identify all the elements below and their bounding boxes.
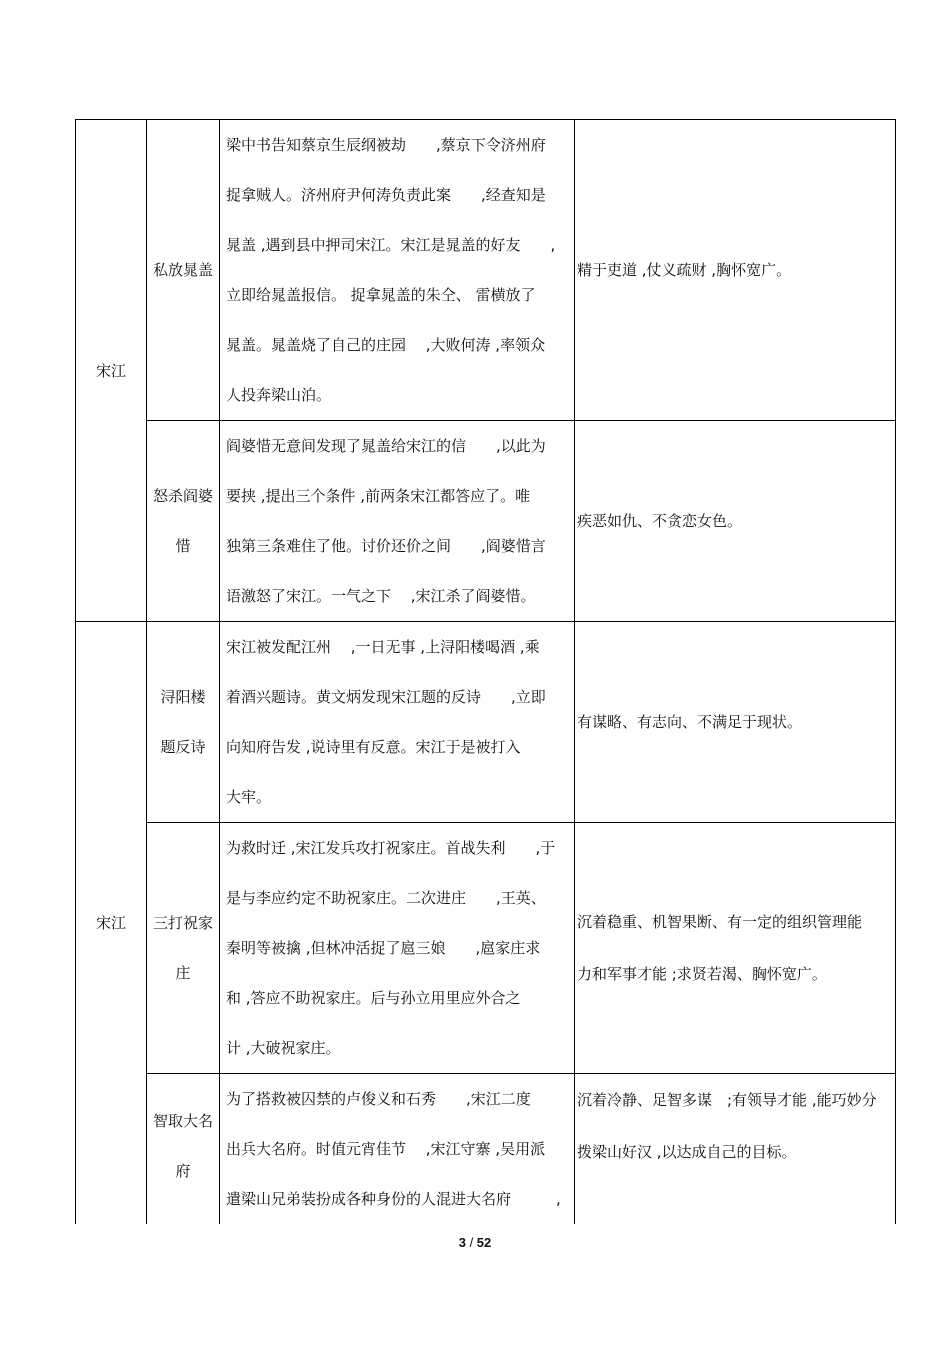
event-name: 三打祝家 [152,914,213,932]
trait-text: 有谋略、有志向、不满足于现状。 [577,713,803,731]
plot-cell [220,421,575,622]
plot-line: 语激怒了宋江。一气之下 ,宋江杀了阎婆惜。 [226,587,536,605]
event-cell [147,823,220,1074]
table-row [76,120,896,421]
plot-line: 大牢。 [226,788,272,806]
plot-line: 宋江被发配江州 ,一日无事 ,上浔阳楼喝酒 ,乘 [226,638,540,656]
trait-text: 疾恶如仇、不贪恋女色。 [577,512,743,530]
character-events-table [75,119,896,1224]
table-row [76,1074,896,1225]
plot-cell [220,120,575,421]
trait-cell [575,1074,896,1225]
page-number [0,1235,950,1250]
table-row [76,622,896,823]
trait-text: 精于吏道 ,仗义疏财 ,胸怀宽广。 [577,261,792,279]
hero-name: 宋江 [95,361,126,380]
plot-line: 立即给晁盖报信。 捉拿晁盖的朱仝、 雷横放了 [226,286,536,304]
plot-line: 捉拿贼人。济州府尹何涛负责此案 ,经查知是 [226,186,546,204]
current-page: 3 [458,1235,466,1250]
event-name: 庄 [175,964,191,982]
total-pages: 52 [476,1235,492,1250]
plot-line: 为了搭救被囚禁的卢俊义和石秀 ,宋江二度 [226,1090,531,1108]
event-cell [147,622,220,823]
table-row [76,421,896,622]
event-cell [147,120,220,421]
event-name: 浔阳楼 [160,688,206,706]
plot-line: 计 ,大破祝家庄。 [226,1039,341,1057]
trait-text: 拨梁山好汉 ,以达成自己的目标。 [577,1143,797,1161]
event-name: 题反诗 [160,738,206,756]
plot-line: 人投奔梁山泊。 [226,386,332,404]
hero-name: 宋江 [95,914,126,932]
event-name: 府 [175,1162,191,1180]
event-cell [147,421,220,622]
trait-cell [575,622,896,823]
plot-line: 梁中书告知蔡京生辰纲被劫 ,蔡京下令济州府 [226,136,546,154]
page-separator: / [465,1235,477,1250]
hero-cell [76,622,147,1225]
plot-line: 和 ,答应不助祝家庄。后与孙立用里应外合之 [226,989,521,1007]
event-name: 私放晁盖 [152,261,213,279]
plot-line: 要挟 ,提出三个条件 ,前两条宋江都答应了。唯 [226,487,531,505]
plot-line: 独第三条难住了他。讨价还价之间 ,阎婆惜言 [226,537,546,555]
trait-cell [575,823,896,1074]
plot-line: 着酒兴题诗。黄文炳发现宋江题的反诗 ,立即 [226,688,546,706]
trait-cell [575,120,896,421]
plot-line: 晁盖 ,遇到县中押司宋江。宋江是晁盖的好友 , [226,236,556,254]
plot-line: 为救时迁 ,宋江发兵攻打祝家庄。首战失利 ,于 [226,839,556,857]
trait-cell [575,421,896,622]
plot-line: 遣梁山兄弟装扮成各种身份的人混进大名府 , [226,1190,561,1208]
event-name: 惜 [175,537,191,555]
plot-line: 晁盖。晁盖烧了自己的庄园 ,大败何涛 ,率领众 [226,336,546,354]
event-name: 怒杀阎婆 [152,487,213,505]
plot-line: 秦明等被擒 ,但林冲活捉了扈三娘 ,扈家庄求 [226,939,541,957]
trait-text: 沉着冷静、足智多谋 ;有领导才能 ,能巧妙分 [577,1091,877,1109]
event-cell [147,1074,220,1225]
event-name: 智取大名 [152,1112,213,1130]
table-row [76,823,896,1074]
plot-line: 出兵大名府。时值元宵佳节 ,宋江守寨 ,吴用派 [226,1140,546,1158]
plot-line: 是与李应约定不助祝家庄。二次进庄 ,王英、 [226,889,546,907]
plot-line: 向知府告发 ,说诗里有反意。宋江于是被打入 [226,738,521,756]
trait-text: 沉着稳重、机智果断、有一定的组织管理能 [577,913,863,931]
plot-cell [220,1074,575,1225]
hero-cell [76,120,147,622]
trait-text: 力和军事才能 ;求贤若渴、胸怀宽广。 [577,965,827,983]
plot-cell [220,622,575,823]
plot-line: 阎婆惜无意间发现了晁盖给宋江的信 ,以此为 [226,437,546,455]
plot-cell [220,823,575,1074]
